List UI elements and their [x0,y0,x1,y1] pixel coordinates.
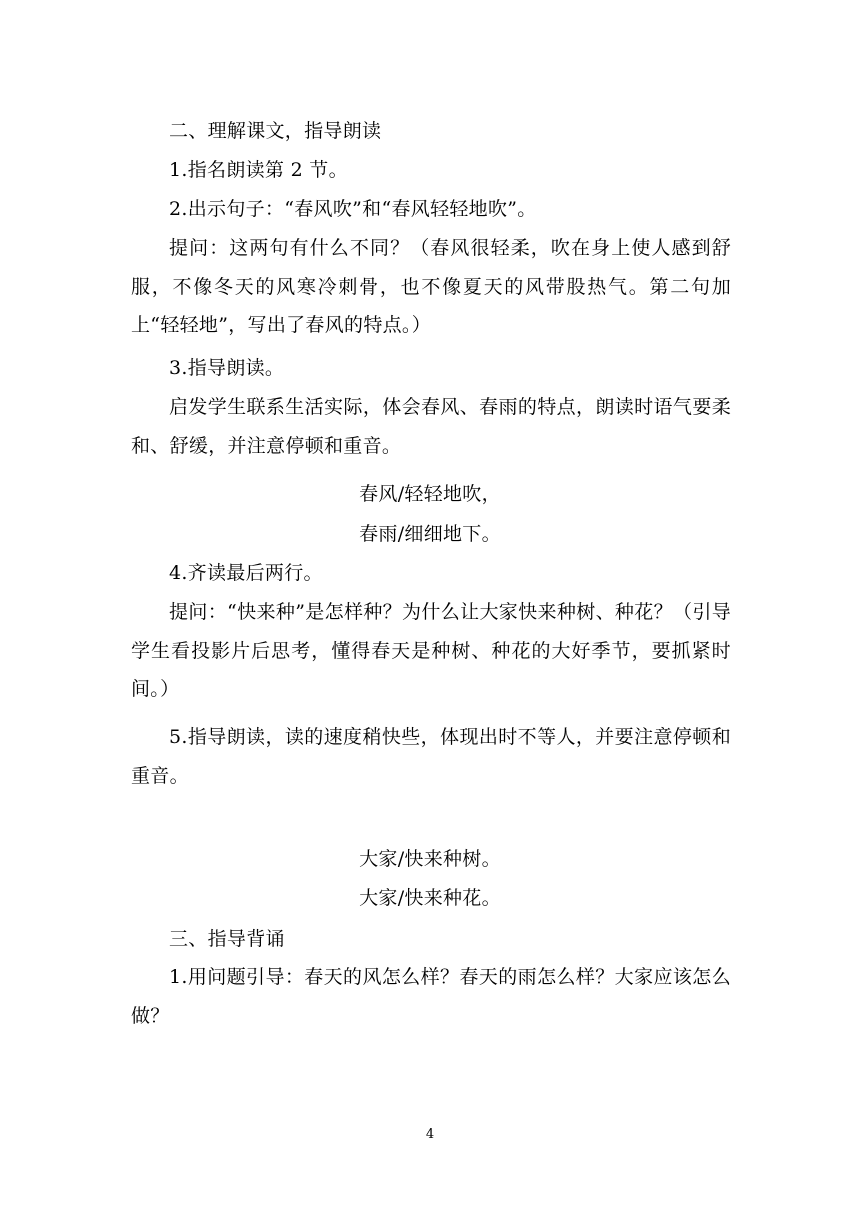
section-heading-3: 三、指导背诵 [169,928,285,950]
page-number: 4 [425,1127,435,1142]
question-paragraph-1: 提问：这两句有什么不同？（春风很轻柔，吹在身上使人感到舒服，不像冬天的风寒冷刺骨，也不像夏天的风带股热气。第二句加上“轻轻地”，写出了春风的特点。） [131,237,731,336]
step-1: 1.指名朗读第 2 节。 [169,159,348,181]
step-2: 2.出示句子：“春风吹”和“春风轻轻地吹”。 [169,198,537,220]
guidance-paragraph: 启发学生联系生活实际，体会春风、春雨的特点，朗读时语气要柔和、舒缓，并注意停顿和重音。 [131,396,731,457]
recitation-step-1: 1.用问题引导：春天的风怎么样？春天的雨怎么样？大家应该怎么做？ [131,966,731,1027]
step-3: 3.指导朗读。 [169,357,285,379]
poem-line-3: 大家/快来种树。 [359,848,501,870]
step-4: 4.齐读最后两行。 [169,562,323,584]
step-5: 5.指导朗读，读的速度稍快些，体现出时不等人，并要注意停顿和重音。 [131,726,731,787]
section-heading-2: 二、理解课文，指导朗读 [169,120,382,142]
poem-line-4: 大家/快来种花。 [359,887,501,909]
poem-line-2: 春雨/细细地下。 [359,523,501,545]
poem-line-1: 春风/轻轻地吹， [359,483,501,505]
question-paragraph-2: 提问：“快来种”是怎样种？为什么让大家快来种树、种花？（引导学生看投影片后思考，懂得春天是种树、种花的大好季节，要抓紧时间。） [131,601,731,700]
